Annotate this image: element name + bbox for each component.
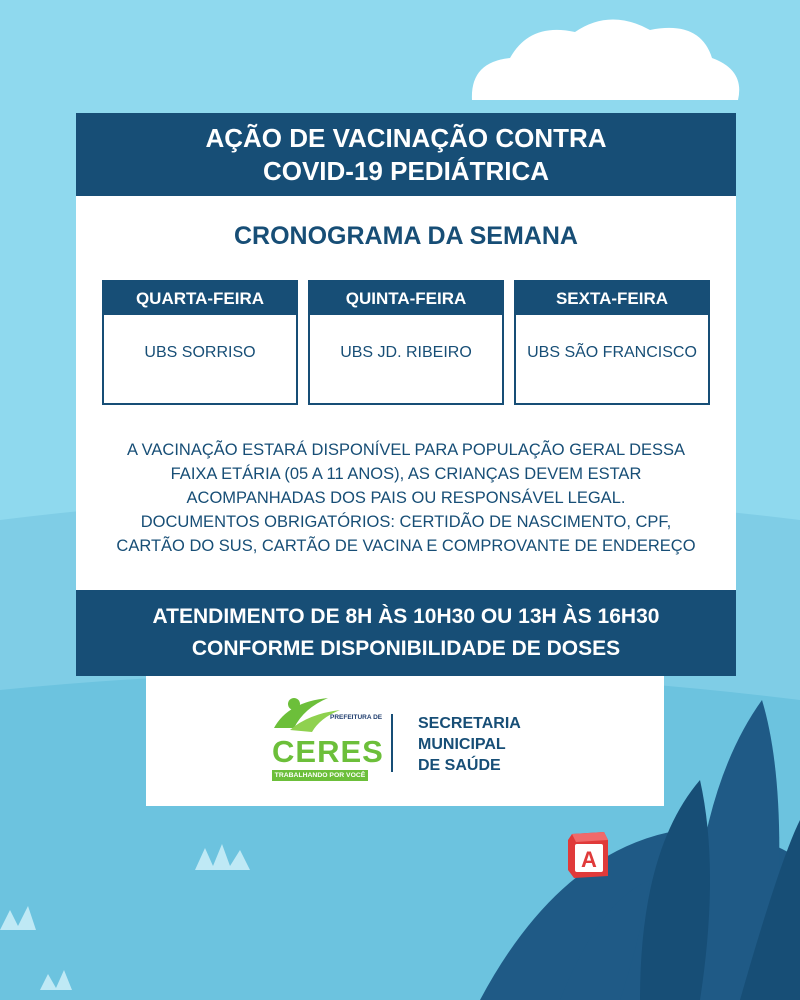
schedule-title: CRONOGRAMA DA SEMANA <box>234 222 578 250</box>
hours-line-2: CONFORME DISPONIBILIDADE DE DOSES <box>191 637 621 660</box>
department-line-1: SECRETARIA <box>418 715 521 732</box>
day-location: UBS JD. RIBEIRO <box>340 344 472 361</box>
department-line-2: MUNICIPAL <box>418 736 506 753</box>
title-line-1: AÇÃO DE VACINAÇÃO CONTRA <box>205 122 607 153</box>
vaccination-info <box>100 438 712 558</box>
info-line: DOCUMENTOS OBRIGATÓRIOS: CERTIDÃO DE NASCIMENTO, CPF, <box>140 513 672 531</box>
ceres-logo <box>268 688 384 788</box>
logo-slogan: TRABALHANDO POR VOCÊ <box>272 770 368 781</box>
footer-panel <box>146 676 664 806</box>
day-card-wednesday <box>102 280 298 405</box>
hours-line-1: ATENDIMENTO DE 8H ÀS 10H30 OU 13H ÀS 16H30 <box>152 605 660 628</box>
hours-banner <box>76 590 736 676</box>
info-line: ACOMPANHADAS DOS PAIS OU RESPONSÁVEL LEGAL. <box>186 489 626 507</box>
info-line: CARTÃO DO SUS, CARTÃO DE VACINA E COMPROVANTE DE ENDEREÇO <box>116 537 696 555</box>
logo-prefix: PREFEITURA DE <box>330 714 383 721</box>
title-line-2: COVID-19 PEDIÁTRICA <box>262 155 550 186</box>
logo-name: CERES <box>272 734 384 769</box>
department-name <box>418 713 521 776</box>
day-label: SEXTA-FEIRA <box>516 282 708 315</box>
badge-letter: A <box>581 847 597 872</box>
day-label: QUINTA-FEIRA <box>310 282 502 315</box>
day-location: UBS SÃO FRANCISCO <box>527 344 697 361</box>
day-card-thursday <box>308 280 504 405</box>
info-line: A VACINAÇÃO ESTARÁ DISPONÍVEL PARA POPULAÇÃO GERAL DESSA <box>126 441 686 459</box>
info-line: FAIXA ETÁRIA (05 A 11 ANOS), AS CRIANÇAS DEVEM ESTAR <box>170 465 642 483</box>
day-card-friday <box>514 280 710 405</box>
title-banner <box>76 113 736 196</box>
department-line-3: DE SAÚDE <box>418 757 501 774</box>
letter-block-icon <box>566 830 610 880</box>
day-label: QUARTA-FEIRA <box>104 282 296 315</box>
footer-divider <box>391 714 393 772</box>
day-location: UBS SORRISO <box>144 344 256 361</box>
logo-swoosh-icon <box>268 688 374 738</box>
